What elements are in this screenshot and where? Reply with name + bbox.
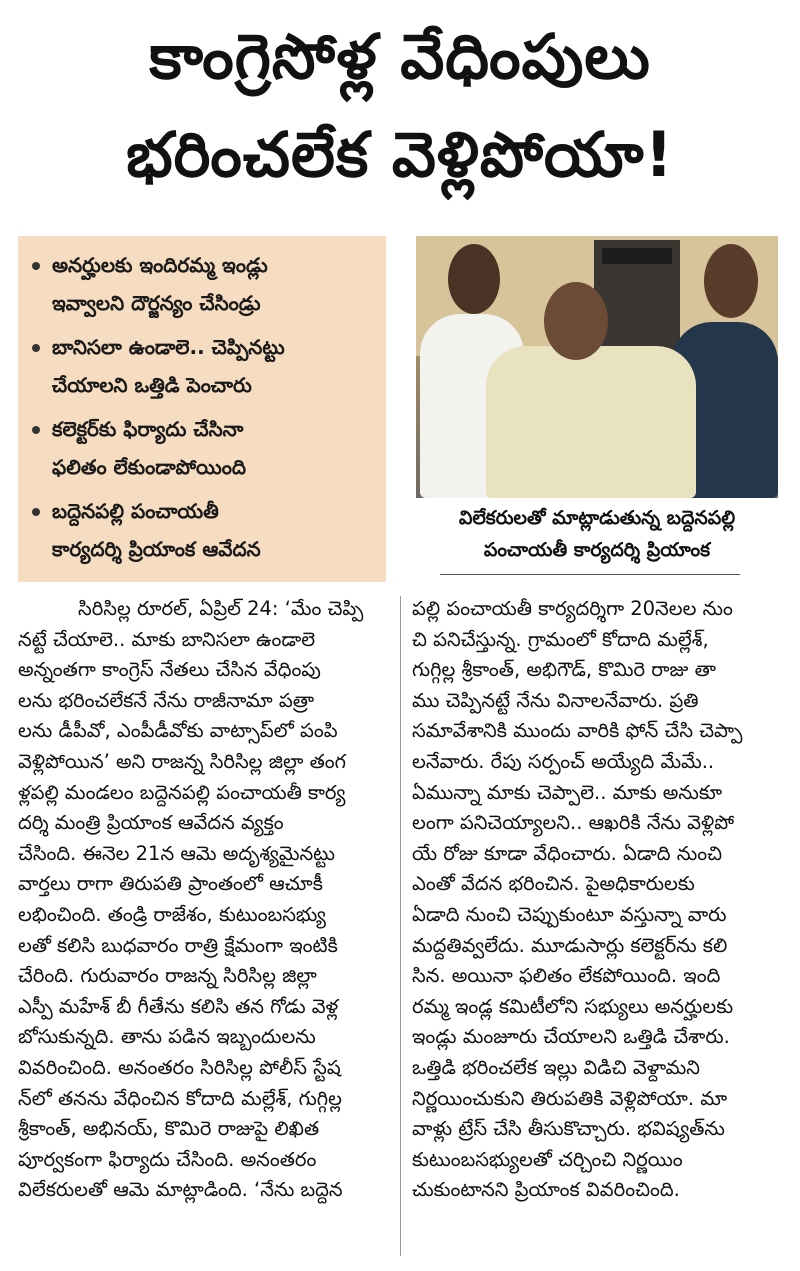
photo-person-center [486,346,696,498]
highlight-text: బద్దెనపల్లి పంచాయతీ [52,499,219,523]
article-line: గుగ్గిల్ల శ్రీకాంత్‌, అభిగౌడ్‌, కొమిరె రాజు తా [412,658,716,682]
bullet-icon [32,262,40,270]
article-line: న్‌లో తనను వేధించిన కోదాది మల్లేశ్‌, గుగ్గిల్ల [18,1086,342,1110]
article-line: మద్దతివ్వలేదు. మూడుసార్లు కలెక్టర్‌ను కలి [412,933,728,957]
headline [0,8,800,204]
article-line: దర్శి మంత్రి ప్రియాంక ఆవేదన వ్యక్తం [18,811,284,835]
article-line: ఇండ్లు మంజూరు చేయాలని ఒత్తిడి చేశారు. [412,1025,730,1049]
article-line: చేసింది. ఈనెల 21న ఆమె అదృశ్యమైనట్టు [18,841,335,865]
highlight-item [32,492,376,568]
article-line: లనేవారు. రేపు సర్పంచ్‌ అయ్యేది మేమే.. [412,749,715,773]
photo-head-center [544,282,608,360]
article-column-1 [18,594,388,1206]
article-line: వెళ్లిపోయిన’ అని రాజన్న సిరిసిల్ల జిల్లా తంగ [18,749,346,773]
article-line: వివరించింది. అనంతరం సిరిసిల్ల పోలీస్‌ స్టేష [18,1055,341,1079]
caption-line-2: పంచాయతీ కార్యదర్శి ప్రియాంక [483,539,711,561]
caption-divider [440,574,740,575]
highlight-text: బానిసలా ఉండాలె.. చెప్పినట్టు [52,335,285,359]
article-line: సిరిసిల్ల రూరల్‌, ఏప్రిల్‌ 24: ‘మేం చెప్పి [78,597,364,620]
bullet-icon [32,344,40,352]
highlight-text: ఇవ్వాలని దౌర్జన్యం చేసిండ్రు [52,291,261,315]
article-line: నట్టే చేయాలె.. మాకు బానిసలా ఉండాలె [18,627,316,651]
article-column-2 [412,594,778,1206]
article-line: వాళ్లు ట్రేస్‌ చేసి తీసుకొచ్చారు. భవిష్యత్‌ను [412,1117,725,1141]
photo-head-right [704,244,758,318]
column-divider [400,596,401,1256]
article-line: ఏమున్నా మాకు చెప్పాలె.. మాకు అనుకూ [412,780,723,804]
highlight-text: అనర్హులకు ఇందిరమ్మ ఇండ్లు [52,253,268,277]
article-line: అన్నంతగా కాంగ్రెస్‌ నేతలు చేసిన వేధింపు [18,658,321,682]
article-line: లను డీపీవో, ఎంపీడీవోకు వాట్సాప్‌లో పంపి [18,719,338,743]
article-line: నిర్ణయించుకుని తిరుపతికి వెళ్లిపోయా. మా [412,1086,728,1110]
article-line: ఒత్తిడి భరించలేక ఇల్లు విడిచి వెళ్దామని [412,1055,700,1079]
news-photo [416,236,778,498]
article-line: ము చెప్పినట్టే నేను వినాలనేవారు. ప్రతి [412,688,699,712]
article-line: చి పనిచేస్తున్న. గ్రామంలో కోదాది మల్లేశ్‌, [412,627,709,651]
highlight-text: కార్యదర్శి ప్రియాంక ఆవేదన [52,537,261,561]
article-line: లంగా పనిచెయ్యాలని.. ఆఖరికి నేను వెళ్లిపో [412,811,735,835]
headline-line-2: భరించలేక వెళ్లిపోయా! [126,118,674,191]
article-line: వార్తలు రాగా తిరుపతి ప్రాంతంలో ఆచూకీ [18,872,323,896]
highlights-box [18,236,386,582]
article-line: చేరింది. గురువారం రాజన్న సిరిసిల్ల జిల్లా [18,964,317,988]
article-line: ఏడాది నుంచి చెప్పుకుంటూ వస్తున్నా వారు [412,902,727,926]
article-line: పల్లి పంచాయతీ కార్యదర్శిగా 20నెలల నుం [412,597,733,620]
article-line: ఎంతో వేదన భరించిన. పైఅధికారులకు [412,872,695,896]
highlight-item [32,410,376,486]
photo-head-left [448,244,500,314]
bullet-icon [32,426,40,434]
photo-sign [602,248,672,264]
highlight-text: చేయాలని ఒత్తిడి పెంచారు [52,373,252,397]
article-line: లతో కలిసి బుధవారం రాత్రి క్షేమంగా ఇంటికి [18,933,338,957]
article-line: కుటుంబసభ్యులతో చర్చించి నిర్ణయిం [412,1147,683,1171]
article-line: పూర్వకంగా ఫిర్యాదు చేసింది. అనంతరం [18,1147,317,1171]
article-line: బోసుకున్నది. తాను పడిన ఇబ్బందులను [18,1025,316,1049]
highlight-item [32,246,376,322]
article-line: చుకుంటానని ప్రియాంక వివరించింది. [412,1178,680,1202]
article-line: శ్రీకాంత్‌, అభినయ్‌, కొమిరె రాజుపై లిఖిత [18,1117,320,1141]
article-line: రమ్మ ఇండ్ల కమిటీలోని సభ్యులు అనర్హులకు [412,994,734,1018]
article-line: సమావేశానికి ముందు వారికి ఫోన్‌ చేసి చెప్పా [412,719,743,743]
article-line: ఎస్పీ మహేశ్‌ బీ గీతేను కలిసి తన గోడు వెళ్ల [18,994,339,1018]
article-line: లభించింది. తండ్రి రాజేశం, కుటుంబసభ్యు [18,902,326,926]
article-line: ళ్లపల్లి మండలం బద్దెనపల్లి పంచాయతీ కార్య [18,780,346,804]
article-line: సిన. అయినా ఫలితం లేకపోయింది. ఇంది [412,964,721,988]
bullet-icon [32,508,40,516]
headline-line-1: కాంగ్రెసోళ్ల వేధింపులు [149,20,651,93]
photo-caption [416,502,778,566]
highlight-text: ఫలితం లేకుండాపోయింది [52,455,246,479]
article-line: విలేకరులతో ఆమె మాట్లాడింది. ‘నేను బద్దెన [18,1178,343,1202]
highlight-text: కలెక్టర్‌కు ఫిర్యాదు చేసినా [52,417,244,441]
article-line: లను భరించలేకనే నేను రాజీనామా పత్రా [18,688,315,712]
article-line: యే రోజు కూడా వేధించారు. ఏడాది నుంచి [412,841,723,865]
highlight-item [32,328,376,404]
caption-line-1: విలేకరులతో మాట్లాడుతున్న బద్దెనపల్లి [458,507,736,529]
